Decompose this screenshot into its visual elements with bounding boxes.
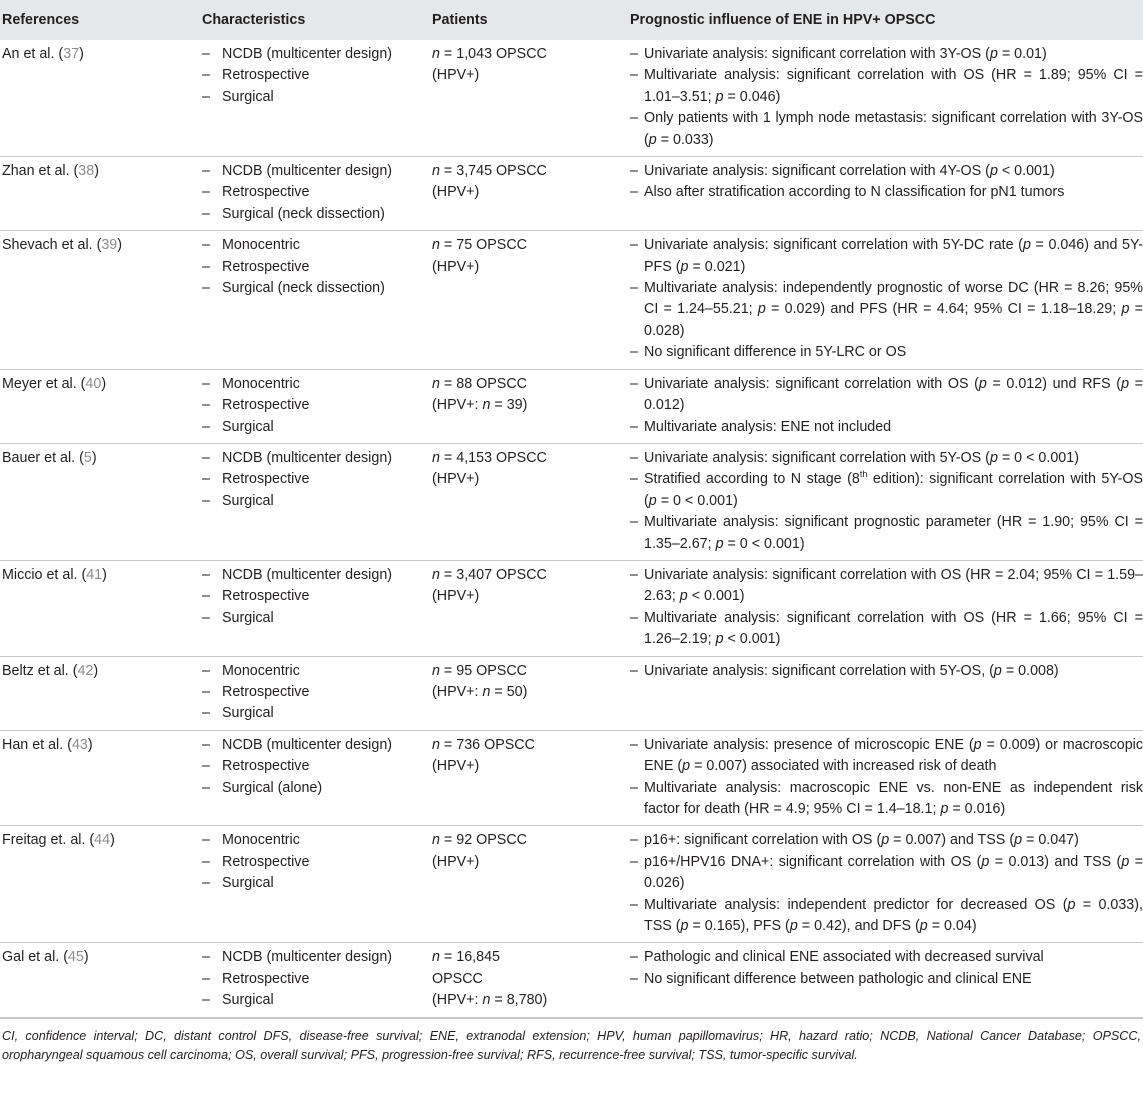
reference-cell bbox=[0, 560, 202, 656]
prognostic-list bbox=[630, 374, 1143, 438]
reference-link[interactable]: 5 bbox=[83, 449, 92, 466]
characteristic-item: – Monocentric bbox=[202, 235, 432, 256]
characteristic-item: – Retrospective bbox=[202, 469, 432, 490]
patients-count bbox=[432, 735, 630, 756]
prognostic-item: – No significant difference between pathologic and clinical ENE bbox=[630, 969, 1143, 990]
prognostic-cell bbox=[630, 943, 1143, 1017]
characteristics-list bbox=[202, 448, 432, 512]
prognostic-list bbox=[630, 448, 1143, 555]
patients-n-symbol: n bbox=[432, 449, 440, 466]
header-characteristics: Characteristics bbox=[202, 0, 432, 40]
characteristics-cell bbox=[202, 369, 432, 443]
prognostic-item: – p16+: significant correlation with OS (p = 0.007) and TSS (p = 0.047) bbox=[630, 830, 1143, 851]
patients-count bbox=[432, 44, 630, 65]
patients-line-3: (HPV+: n = 8,780) bbox=[432, 992, 548, 1009]
patients-n-symbol: n bbox=[432, 163, 440, 180]
characteristics-cell bbox=[202, 560, 432, 656]
characteristic-item: – Retrospective bbox=[202, 682, 432, 703]
characteristics-list bbox=[202, 161, 432, 225]
patients-count bbox=[432, 235, 630, 256]
prognostic-item: – Stratified according to N stage (8th edition): significant correlation with 5Y-OS (p = 0 < 0.001) bbox=[630, 469, 1143, 512]
characteristic-item: – Surgical bbox=[202, 990, 432, 1011]
reference-cell bbox=[0, 231, 202, 369]
reference-close: ) bbox=[87, 736, 93, 753]
prognostic-item: – Multivariate analysis: significant correlation with OS (HR = 1.66; 95% CI = 1.26–2.19; p < 0.001) bbox=[630, 608, 1143, 651]
patients-line-2: (HPV+) bbox=[432, 67, 480, 84]
reference-close: ) bbox=[117, 237, 123, 254]
reference-cell bbox=[0, 369, 202, 443]
prognostic-list bbox=[630, 661, 1143, 682]
prognostic-cell bbox=[630, 157, 1143, 231]
table-row bbox=[0, 560, 1143, 656]
patients-count bbox=[432, 661, 630, 682]
patients-count-value: = 16,845 bbox=[439, 949, 500, 966]
characteristics-cell bbox=[202, 730, 432, 826]
patients-cell bbox=[432, 231, 630, 369]
characteristics-list bbox=[202, 947, 432, 1011]
prognostic-item: – Univariate analysis: significant correlation with 5Y-OS (p = 0 < 0.001) bbox=[630, 448, 1143, 469]
prognostic-item: – Univariate analysis: significant correlation with OS (HR = 2.04; 95% CI = 1.59–2.63; p < 0.001) bbox=[630, 565, 1143, 608]
characteristic-item: – NCDB (multicenter design) bbox=[202, 735, 432, 756]
characteristics-cell bbox=[202, 231, 432, 369]
characteristic-item: – Surgical (alone) bbox=[202, 778, 432, 799]
reference-close: ) bbox=[93, 662, 99, 679]
characteristic-item: – Surgical bbox=[202, 873, 432, 894]
patients-cell bbox=[432, 656, 630, 730]
prognostic-list bbox=[630, 947, 1143, 990]
reference-close: ) bbox=[94, 163, 99, 180]
patients-n-symbol: n bbox=[432, 949, 440, 966]
reference-author: Meyer et al. ( bbox=[2, 375, 86, 392]
characteristic-item: – NCDB (multicenter design) bbox=[202, 565, 432, 586]
table-row bbox=[0, 656, 1143, 730]
characteristic-item: – Surgical bbox=[202, 608, 432, 629]
table-row bbox=[0, 943, 1143, 1017]
characteristic-item: – Surgical (neck dissection) bbox=[202, 278, 432, 299]
prognostic-item: – Multivariate analysis: significant prognostic parameter (HR = 1.90; 95% CI = 1.35–2.67; p = 0 < 0.001) bbox=[630, 512, 1143, 555]
reference-link[interactable]: 40 bbox=[85, 375, 102, 392]
reference-close: ) bbox=[83, 949, 89, 966]
characteristic-item: – NCDB (multicenter design) bbox=[202, 947, 432, 968]
reference-author: Bauer et al. ( bbox=[2, 449, 84, 466]
characteristics-cell bbox=[202, 826, 432, 943]
reference-link[interactable]: 41 bbox=[86, 566, 103, 583]
prognostic-cell bbox=[630, 730, 1143, 826]
prognostic-list bbox=[630, 735, 1143, 821]
reference-author: Gal et al. ( bbox=[2, 949, 68, 966]
reference-link[interactable]: 37 bbox=[63, 46, 80, 62]
prognostic-cell bbox=[630, 369, 1143, 443]
prognostic-item: – Univariate analysis: significant correlation with 5Y-DC rate (p = 0.046) and 5Y-PFS (p = 0.021) bbox=[630, 235, 1143, 278]
characteristic-item: – Retrospective bbox=[202, 65, 432, 86]
patients-line-2: (HPV+) bbox=[432, 258, 480, 275]
patients-line-2: (HPV+) bbox=[432, 471, 480, 488]
patients-cell bbox=[432, 730, 630, 826]
prognostic-cell bbox=[630, 560, 1143, 656]
reference-link[interactable]: 42 bbox=[77, 662, 94, 679]
prognostic-item: – p16+/HPV16 DNA+: significant correlation with OS (p = 0.013) and TSS (p = 0.026) bbox=[630, 852, 1143, 895]
table-row bbox=[0, 730, 1143, 826]
patients-cell bbox=[432, 943, 630, 1017]
patients-n-symbol: n bbox=[432, 375, 440, 392]
patients-count bbox=[432, 947, 630, 968]
prognostic-item: – Multivariate analysis: ENE not included bbox=[630, 417, 1143, 438]
reference-close: ) bbox=[79, 46, 84, 62]
characteristic-item: – Retrospective bbox=[202, 969, 432, 990]
characteristic-item: – Retrospective bbox=[202, 257, 432, 278]
prognostic-item: – Univariate analysis: presence of microscopic ENE (p = 0.009) or macroscopic ENE (p = 0.007) associated with increased risk of death bbox=[630, 735, 1143, 778]
patients-n-symbol: n bbox=[432, 662, 440, 679]
patients-line-2: OPSCC bbox=[432, 970, 483, 987]
prognostic-item: – Multivariate analysis: macroscopic ENE vs. non-ENE as independent risk factor for death (HR = 4.9; 95% CI = 1.4–18.1; p = 0.016) bbox=[630, 778, 1143, 821]
prognostic-item: – Univariate analysis: significant correlation with 5Y-OS, (p = 0.008) bbox=[630, 661, 1143, 682]
characteristics-list bbox=[202, 374, 432, 438]
patients-cell bbox=[432, 40, 630, 157]
reference-author: Miccio et al. ( bbox=[2, 566, 87, 583]
prognostic-item: – Univariate analysis: significant correlation with 4Y-OS (p < 0.001) bbox=[630, 161, 1143, 182]
patients-count bbox=[432, 161, 630, 182]
characteristics-cell bbox=[202, 40, 432, 157]
prognostic-list bbox=[630, 44, 1143, 151]
reference-link[interactable]: 39 bbox=[101, 237, 118, 254]
prognostic-item: – Multivariate analysis: independent predictor for decreased OS (p = 0.033), TSS (p = 0.165), PFS (p = 0.42), and DFS (p = 0.04) bbox=[630, 895, 1143, 938]
prognostic-item: – Pathologic and clinical ENE associated with decreased survival bbox=[630, 947, 1143, 968]
reference-author: Han et al. ( bbox=[2, 736, 72, 753]
header-patients: Patients bbox=[432, 0, 630, 40]
reference-author: Beltz et al. ( bbox=[2, 662, 78, 679]
reference-author: Shevach et al. ( bbox=[2, 237, 102, 254]
prognostic-item: – Univariate analysis: significant correlation with 3Y-OS (p = 0.01) bbox=[630, 44, 1143, 65]
reference-close: ) bbox=[91, 449, 97, 466]
reference-link[interactable]: 38 bbox=[78, 163, 95, 180]
reference-cell bbox=[0, 40, 202, 157]
prognostic-list bbox=[630, 235, 1143, 363]
characteristic-item: – NCDB (multicenter design) bbox=[202, 448, 432, 469]
characteristic-item: – Surgical bbox=[202, 703, 432, 724]
table-row bbox=[0, 231, 1143, 369]
characteristics-list bbox=[202, 44, 432, 108]
characteristics-list bbox=[202, 830, 432, 894]
patients-count bbox=[432, 374, 630, 395]
patients-count-value: = 736 OPSCC bbox=[439, 736, 535, 753]
characteristics-cell bbox=[202, 157, 432, 231]
prognostic-cell bbox=[630, 231, 1143, 369]
patients-cell bbox=[432, 560, 630, 656]
prognostic-item: – Also after stratification according to N classification for pN1 tumors bbox=[630, 182, 1143, 203]
patients-cell bbox=[432, 826, 630, 943]
table-row bbox=[0, 40, 1143, 157]
table-row bbox=[0, 443, 1143, 560]
reference-author: An et al. ( bbox=[2, 46, 64, 62]
patients-count-value: = 3,407 OPSCC bbox=[439, 566, 547, 583]
characteristic-item: – Retrospective bbox=[202, 852, 432, 873]
patients-count bbox=[432, 565, 630, 586]
reference-cell bbox=[0, 157, 202, 231]
characteristic-item: – NCDB (multicenter design) bbox=[202, 161, 432, 182]
patients-count bbox=[432, 448, 630, 469]
reference-cell bbox=[0, 826, 202, 943]
table-body bbox=[0, 40, 1143, 1017]
characteristic-item: – Surgical (neck dissection) bbox=[202, 204, 432, 225]
prognostic-cell bbox=[630, 656, 1143, 730]
characteristic-item: – Surgical bbox=[202, 491, 432, 512]
prognostic-item: – Univariate analysis: significant correlation with OS (p = 0.012) und RFS (p = 0.012) bbox=[630, 374, 1143, 417]
prognostic-item: – No significant difference in 5Y-LRC or OS bbox=[630, 342, 1143, 363]
reference-close: ) bbox=[110, 832, 115, 849]
header-prognostic-influence: Prognostic influence of ENE in HPV+ OPSCC bbox=[630, 0, 1143, 40]
reference-link[interactable]: 45 bbox=[67, 949, 84, 966]
patients-n-symbol: n bbox=[432, 237, 440, 254]
reference-close: ) bbox=[101, 375, 107, 392]
reference-cell bbox=[0, 943, 202, 1017]
reference-author: Freitag et. al. ( bbox=[2, 832, 95, 849]
characteristic-item: – Retrospective bbox=[202, 182, 432, 203]
characteristic-item: – Surgical bbox=[202, 87, 432, 108]
table-row bbox=[0, 157, 1143, 231]
patients-count-value: = 88 OPSCC bbox=[439, 375, 527, 392]
table-footnote: CI, confidence interval; DC, distant control DFS, disease-free survival; ENE, extranodal extension; HPV, human papillomavirus; HR, hazard ratio; NCDB, National Cancer Database; OPSCC, oropharyngeal squamous cell carcinoma; OS, overall survival; PFS, progression-free survival; RFS, recurrence-free survival; TSS, tumor-specific survival. bbox=[0, 1018, 1143, 1065]
table-row bbox=[0, 369, 1143, 443]
characteristics-cell bbox=[202, 443, 432, 560]
prognostic-item: – Multivariate analysis: significant correlation with OS (HR = 1.89; 95% CI = 1.01–3.51; p = 0.046) bbox=[630, 65, 1143, 108]
patients-count bbox=[432, 830, 630, 851]
patients-n-symbol: n bbox=[432, 46, 440, 62]
characteristic-item: – Monocentric bbox=[202, 661, 432, 682]
patients-n-symbol: n bbox=[432, 832, 440, 849]
reference-cell bbox=[0, 656, 202, 730]
patients-cell bbox=[432, 443, 630, 560]
characteristic-item: – Retrospective bbox=[202, 586, 432, 607]
patients-count-value: = 4,153 OPSCC bbox=[439, 449, 547, 466]
table-row bbox=[0, 826, 1143, 943]
patients-cell bbox=[432, 369, 630, 443]
characteristic-item: – Monocentric bbox=[202, 830, 432, 851]
patients-line-2: (HPV+) bbox=[432, 588, 480, 605]
patients-n-symbol: n bbox=[432, 736, 440, 753]
prognostic-item: – Multivariate analysis: independently prognostic of worse DC (HR = 8.26; 95% CI = 1.24–55.21; p = 0.029) and PFS (HR = 4.64; 95% CI = 1.18–18.29; p = 0.028) bbox=[630, 278, 1143, 342]
prognostic-cell bbox=[630, 40, 1143, 157]
characteristic-item: – Surgical bbox=[202, 417, 432, 438]
characteristic-item: – Monocentric bbox=[202, 374, 432, 395]
characteristics-cell bbox=[202, 656, 432, 730]
patients-line-2: (HPV+) bbox=[432, 184, 480, 201]
reference-cell bbox=[0, 443, 202, 560]
prognostic-list bbox=[630, 565, 1143, 651]
patients-line-2: (HPV+) bbox=[432, 758, 480, 775]
patients-count-value: = 95 OPSCC bbox=[439, 662, 527, 679]
reference-link[interactable]: 44 bbox=[94, 832, 111, 849]
patients-n-symbol: n bbox=[432, 566, 440, 583]
table-header-row bbox=[0, 0, 1143, 40]
header-references: References bbox=[0, 0, 202, 40]
prognostic-item: – Only patients with 1 lymph node metastasis: significant correlation with 3Y-OS (p = 0.033) bbox=[630, 108, 1143, 151]
patients-count-value: = 1,043 OPSCC bbox=[439, 46, 547, 62]
prognostic-list bbox=[630, 830, 1143, 937]
patients-line-2: (HPV+) bbox=[432, 853, 480, 870]
prognostic-cell bbox=[630, 826, 1143, 943]
patients-line-2: (HPV+: n = 39) bbox=[432, 397, 528, 414]
characteristics-list bbox=[202, 235, 432, 299]
patients-cell bbox=[432, 157, 630, 231]
characteristics-list bbox=[202, 735, 432, 799]
characteristics-list bbox=[202, 661, 432, 725]
characteristic-item: – Retrospective bbox=[202, 756, 432, 777]
patients-line-2: (HPV+: n = 50) bbox=[432, 683, 528, 700]
patients-count-value: = 3,745 OPSCC bbox=[439, 163, 547, 180]
reference-author: Zhan et al. ( bbox=[2, 163, 79, 180]
reference-close: ) bbox=[102, 566, 107, 583]
reference-link[interactable]: 43 bbox=[71, 736, 88, 753]
characteristic-item: – Retrospective bbox=[202, 395, 432, 416]
patients-count-value: = 92 OPSCC bbox=[439, 832, 527, 849]
prognostic-cell bbox=[630, 443, 1143, 560]
reference-cell bbox=[0, 730, 202, 826]
patients-count-value: = 75 OPSCC bbox=[439, 237, 527, 254]
characteristic-item: – NCDB (multicenter design) bbox=[202, 44, 432, 65]
characteristics-list bbox=[202, 565, 432, 629]
prognostic-list bbox=[630, 161, 1143, 204]
characteristics-cell bbox=[202, 943, 432, 1017]
